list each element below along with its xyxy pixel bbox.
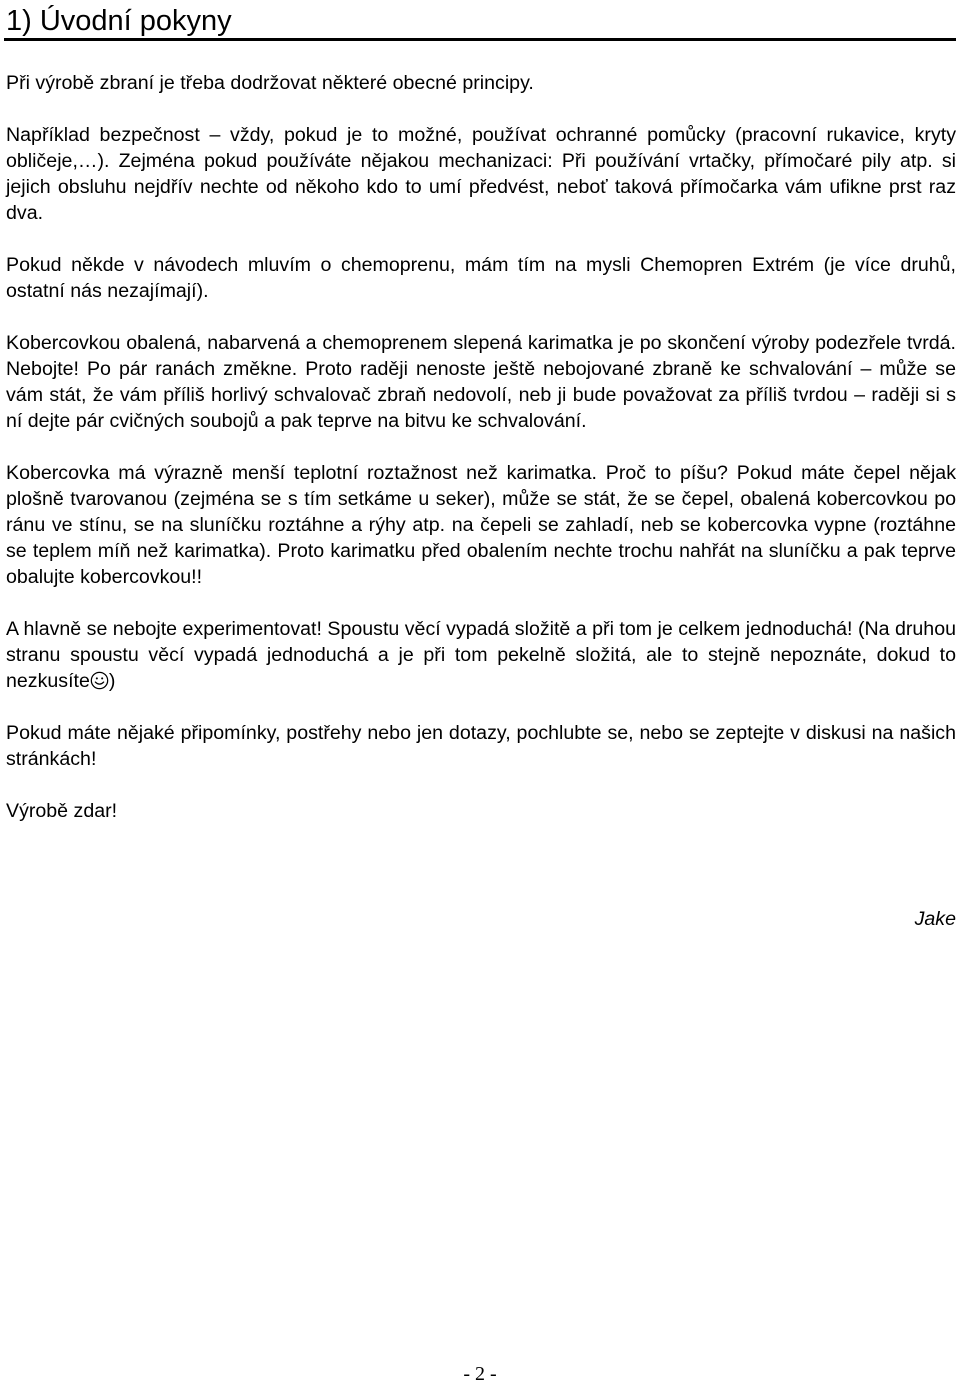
- document-body: [6, 70, 956, 850]
- paragraph-chemopren: Pokud někde v návodech mluvím o chemoprenu, mám tím na mysli Chemopren Extrém (je více druhů, ostatní nás nezajímají).: [6, 254, 956, 302]
- paragraph-closing: Výrobě zdar!: [6, 800, 118, 822]
- page-heading: 1) Úvodní pokyny: [6, 5, 232, 37]
- experiment-text-end: ): [108, 670, 116, 692]
- smiley-face-icon: [90, 671, 109, 690]
- experiment-text: A hlavně se nebojte experimentovat! Spoustu věcí vypadá složitě a při tom je celkem jednoduchá! (Na druhou stranu spoustu věcí vypadá jednoduchá a je při tom pekelně složitá, ale to stejně nepoznáte, dokud to nezkusíte: [6, 618, 956, 692]
- page-number: - 2 -: [463, 1363, 497, 1385]
- paragraph-intro: Při výrobě zbraní je třeba dodržovat některé obecné principy.: [6, 72, 534, 94]
- paragraph-experiment: [6, 616, 956, 694]
- paragraph-safety: Například bezpečnost – vždy, pokud je to možné, používat ochranné pomůcky (pracovní rukavice, kryty obličeje,…). Zejména pokud používáte nějakou mechanizaci: Při používání vrtačky, přímočaré pily atp. si jejich obsluhu nejdřív nechte od někoho kdo to umí předvést, neboť taková přímočarka vám ufikne prst raz dva.: [6, 124, 956, 224]
- paragraph-feedback: Pokud máte nějaké připomínky, postřehy nebo jen dotazy, pochlubte se, nebo se zeptejte v diskusi na našich stránkách!: [6, 722, 956, 770]
- paragraph-hardness: Kobercovkou obalená, nabarvená a chemoprenem slepená karimatka je po skončení výroby podezřele tvrdá. Nebojte! Po pár ranách změkne. Proto raději nenoste ještě nebojované zbraně ke schvalování – může se vám stát, že vám příliš horlivý schvalovač zbraň nedovolí, neb ji bude považovat za příliš tvrdou – raději si s ní dejte pár cvičných soubojů a pak teprve na bitvu ke schvalování.: [6, 332, 956, 432]
- author-signature: Jake: [914, 908, 956, 930]
- heading-underline: [4, 38, 956, 41]
- paragraph-thermal-expansion: Kobercovka má výrazně menší teplotní roztažnost než karimatka. Proč to píšu? Pokud máte čepel nějak plošně tvarovanou (zejména se s tím setkáme u seker), může se stát, že se čepel, obalená kobercovkou po ránu ve stínu, se na sluníčku roztáhne a rýhy atp. na čepeli se zahladí, neb se kobercovka vypne (roztáhne se teplem míň než karimatka). Proto karimatku před obalením nechte trochu nahřát na sluníčku a pak teprve obalujte kobercovkou!!: [6, 462, 956, 588]
